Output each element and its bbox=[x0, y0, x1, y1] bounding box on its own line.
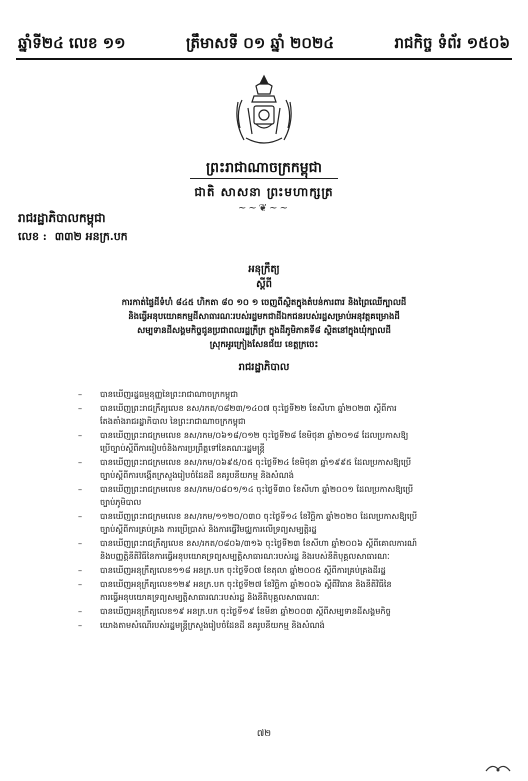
national-motto: ជាតិ សាសនា ព្រះមហាក្សត្រ bbox=[194, 185, 334, 199]
reference-line: ច្បាប់ភូមិបាល bbox=[100, 497, 142, 507]
reference-line: បានឃើញរដ្ឋធម្មនុញ្ញនៃព្រះរាជាណាចក្រកម្ពុជា bbox=[100, 389, 239, 399]
reference-line: បានឃើញអនុក្រឹត្យលេខ១១៨ អនក្រ.បក ចុះថ្ងៃទី០៧ ខែតុលា ឆ្នាំ២០០៥ ស្តីពីការគ្រប់គ្រងដីរដ្ឋ bbox=[100, 565, 386, 575]
reference-item bbox=[78, 456, 502, 482]
issue-date: ត្រឹមាសទី ០១ ឆ្នាំ ២០២៤ bbox=[186, 34, 334, 52]
government-heading: រាជរដ្ឋាភិបាល bbox=[238, 362, 290, 373]
bullet-dash: – bbox=[78, 579, 83, 589]
gazette-page-number: រាជកិច្ច ទំព័រ ១៥០៦ bbox=[394, 34, 510, 52]
reference-line: យោងតាមសំណើរបស់រដ្ឋមន្ត្រីក្រសួងរៀបចំដែនដី នគរូបនីយកម្ម និងសំណង់ bbox=[100, 620, 325, 630]
kingdom-title: ព្រះរាជាណាចក្រកម្ពុជា bbox=[205, 160, 322, 176]
kingdom-underline bbox=[190, 178, 338, 179]
reference-item bbox=[78, 578, 502, 604]
bullet-dash: – bbox=[78, 538, 83, 548]
reference-line: ច្បាប់ស្តីពីការបង្កើតក្រសួងរៀបចំដែនដី នគរូបនីយកម្ម និងសំណង់ bbox=[100, 470, 294, 480]
reference-item bbox=[78, 619, 502, 632]
reference-line: បានឃើញព្រះរាជក្រឹត្យលេខ នស/រកត/០៨០៦/៣១៦ ចុះថ្ងៃទី២៣ ខែសីហា ឆ្នាំ២០០៦ ស្តីពីគោលការណ៍ bbox=[100, 538, 418, 548]
subject-line: ការកាត់ផ្ទៃដីទំហំ ៨៤៥ ហិកតា ៨០ ១០ ១ ចេញពីស្ថិតក្នុងតំបន់ការពារ និងព្រៃឈើក្បាលដី bbox=[121, 298, 407, 308]
bullet-dash: – bbox=[78, 511, 83, 521]
royal-arms-of-cambodia-icon bbox=[224, 72, 304, 152]
reference-item bbox=[78, 429, 502, 455]
reference-item bbox=[78, 564, 502, 577]
document-type: អនុក្រឹត្យ bbox=[248, 264, 280, 275]
reference-line: បានឃើញអនុក្រឹត្យលេខ១៩ អនក្រ.បក ចុះថ្ងៃទី១៩ ខែមីនា ឆ្នាំ២០០៣ ស្តីពីសម្បទានដីសង្គមកិច្ច bbox=[100, 606, 391, 616]
bullet-dash: – bbox=[78, 606, 83, 616]
reference-line: បានឃើញអនុក្រឹត្យលេខ១២៩ អនក្រ.បក ចុះថ្ងៃទី២៧ ខែវិច្ឆិកា ឆ្នាំ២០០៦ ស្តីពីវិធាន និងនីតិវិធីនៃ bbox=[100, 579, 392, 589]
subject-line: និងធ្វើអនុបយោគកម្មដីសាធារណៈរបស់រដ្ឋមកជាដីឯកជនរបស់រដ្ឋសម្រាប់អនុវត្តគម្រោងដី bbox=[128, 312, 400, 322]
document-subject-heading: ស្តីពី bbox=[256, 279, 272, 290]
bullet-dash: – bbox=[78, 620, 83, 630]
reference-item bbox=[78, 605, 502, 618]
reference-item bbox=[78, 510, 502, 536]
bullet-dash: – bbox=[78, 484, 83, 494]
reference-line: បានឃើញព្រះរាជក្រមលេខ នស/រកម/០៦៩៥/០៥ ចុះថ្ងៃទី២៤ ខែមិថុនា ឆ្នាំ១៩៩៥ ដែលប្រកាសឱ្យប្រើ bbox=[100, 457, 412, 467]
header-rule bbox=[16, 58, 512, 60]
reference-item bbox=[78, 537, 502, 563]
reference-line: បានឃើញព្រះរាជក្រមលេខ នស/រកម/០៦១៨/០១២ ចុះថ្ងៃទី២៨ ខែមិថុនា ឆ្នាំ២០១៨ ដែលប្រកាសឱ្យ bbox=[100, 430, 409, 440]
reference-line: និងបញ្ញត្តិនីតិវិធីនៃការធ្វើអនុបយោគទ្រព្យសម្បត្តិសាធារណៈរបស់រដ្ឋ និងរបស់នីតិបុគ្គលសាធារណៈ bbox=[100, 551, 390, 561]
reference-line: ច្បាប់ស្តីពីការគ្រប់គ្រង ការប្រើប្រាស់ និងការធ្វើវិមជ្ឈការលើទ្រព្យសម្បត្តិរដ្ឋ bbox=[100, 524, 317, 534]
document-number-value: ៣៣២ អនក្រ.បក bbox=[54, 230, 128, 243]
document-number-label: លេខ : bbox=[18, 230, 47, 243]
bullet-dash: – bbox=[78, 389, 83, 399]
bullet-dash: – bbox=[78, 565, 83, 575]
reference-line: ប្រើច្បាប់ស្តីពីការរៀបចំនិងការប្រព្រឹត្តទៅនៃគណៈរដ្ឋមន្ត្រី bbox=[100, 443, 265, 453]
bullet-dash: – bbox=[78, 457, 83, 467]
year-issue: ឆ្នាំទី២៤ លេខ ១១ bbox=[18, 34, 126, 52]
reference-line: បានឃើញព្រះរាជក្រមលេខ នស/រកម/១១២០/០៣០ ចុះថ្ងៃទី១៤ ខែវិច្ឆិកា ឆ្នាំ២០២០ ដែលប្រកាសឱ្យប្រើ bbox=[100, 511, 418, 521]
publisher-logo-icon bbox=[484, 761, 512, 775]
reference-line: ការធ្វើអនុបយោគទ្រព្យសម្បត្តិសាធារណៈរបស់រដ្ឋ និងនីតិបុគ្គលសាធារណៈ bbox=[100, 592, 320, 602]
bullet-dash: – bbox=[78, 430, 83, 440]
document-number bbox=[18, 230, 128, 246]
reference-item bbox=[78, 483, 502, 509]
bullet-dash: – bbox=[78, 403, 83, 413]
reference-line: បានឃើញព្រះរាជក្រឹត្យលេខ នស/រកត/០៨២៣/១៤០៧ ចុះថ្ងៃទី២២ ខែសីហា ឆ្នាំ២០២៣ ស្តីពីការ bbox=[100, 403, 397, 413]
reference-item bbox=[78, 388, 502, 401]
issuing-authority: រាជរដ្ឋាភិបាលកម្ពុជា bbox=[18, 211, 106, 225]
reference-item bbox=[78, 402, 502, 428]
references-list bbox=[78, 388, 502, 633]
page-number: ៧២ bbox=[256, 729, 272, 739]
gazette-header bbox=[18, 30, 510, 56]
subject-line: ស្រុកអូរក្រៀងសែនជ័យ ខេត្តក្រចេះ bbox=[209, 340, 319, 350]
document-subject bbox=[60, 296, 468, 352]
ornament-divider: ~~❦~~ bbox=[238, 203, 290, 214]
subject-line: សម្បទានដីសង្គមកិច្ចជូនប្រជាពលរដ្ឋក្រីក្រ ក្នុងដីភូមិភាគទី៨ ស្ថិតនៅក្នុងឃុំក្បាលដី bbox=[137, 326, 391, 336]
reference-line: តែងតាំងរាជរដ្ឋាភិបាល នៃព្រះរាជាណាចក្រកម្ពុជា bbox=[100, 416, 246, 426]
reference-line: បានឃើញព្រះរាជក្រមលេខ នស/រកម/០៨០១/១៤ ចុះថ្ងៃទី៣០ ខែសីហា ឆ្នាំ២០០១ ដែលប្រកាសឱ្យប្រើ bbox=[100, 484, 414, 494]
